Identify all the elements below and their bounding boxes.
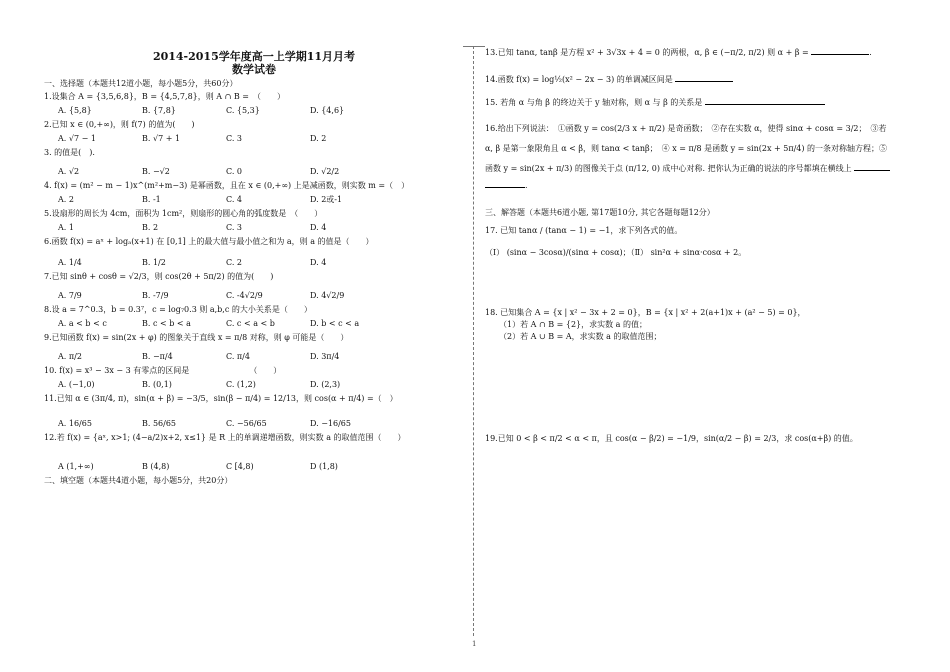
option-1-B: B. {7,8} xyxy=(142,106,176,115)
question-17: 17. 已知 tanα / (tanα − 1) = −1，求下列各式的值。 xyxy=(485,226,683,235)
option-12-A: A (1,+∞) xyxy=(58,462,94,471)
option-9-C: C. π/4 xyxy=(226,352,250,361)
question-14-text: 14.函数 f(x) = log½(x² − 2x − 3) 的单调减区间是 xyxy=(485,75,673,84)
right-column xyxy=(485,46,915,445)
question-15 xyxy=(485,96,915,109)
option-4-C: C. 4 xyxy=(226,195,243,204)
question-4 xyxy=(44,180,464,191)
option-9-A: A. π/2 xyxy=(58,352,82,361)
question-2 xyxy=(44,119,464,130)
option-11-C: C. −56/65 xyxy=(226,419,267,428)
question-3 xyxy=(44,147,464,158)
option-7-A: A. 7/9 xyxy=(58,291,82,300)
option-6-C: C. 2 xyxy=(226,258,243,267)
question-17-parts: （Ⅰ） (sinα − 3cosα)/(sinα + cosα)；（Ⅱ） sin²α + sinα·cosα + 2。 xyxy=(485,248,747,257)
question-18: 18. 已知集合 A = {x | x² − 3x + 2 = 0}，B = {x | x² + 2(a+1)x + (a² − 5) = 0}， xyxy=(485,308,806,317)
option-10-A: A. (−1,0) xyxy=(58,380,95,389)
question-12-stem: 12.若 f(x) = {aˣ, x>1; (4−a/2)x+2, x≤1} 是 R 上的单调递增函数，则实数 a 的取值范围（ ） xyxy=(44,433,406,442)
page-number: 1 xyxy=(472,640,477,648)
option-7-C: C. -4√2/9 xyxy=(226,291,263,300)
question-18-part1: （1）若 A ∩ B = {2}，求实数 a 的值； xyxy=(499,320,647,329)
question-1-stem: 1.设集合 A = {3,5,6,8}，B = {4,5,7,8}，则 A ∩ B = （ ） xyxy=(44,92,285,101)
question-1 xyxy=(44,91,464,102)
option-8-D: D. b < c < a xyxy=(310,319,360,328)
option-2-B: B. √7 + 1 xyxy=(142,134,181,143)
section2-heading: 二、填空题（本题共4道小题，每小题5分，共20分） xyxy=(44,476,233,485)
question-8-options xyxy=(44,318,464,330)
section1-heading: 一、选择题（本题共12道小题，每小题5分，共60分） xyxy=(44,79,238,88)
question-2-options xyxy=(44,133,464,145)
question-11 xyxy=(44,393,464,404)
option-9-B: B. −π/4 xyxy=(142,352,173,361)
option-3-B: B. −√2 xyxy=(142,167,170,176)
question-6 xyxy=(44,236,464,247)
question-9-options xyxy=(44,351,464,363)
question-3-stem: 3. 的值是( ). xyxy=(44,148,95,157)
option-4-A: A. 2 xyxy=(58,195,74,204)
question-5-stem: 5.设扇形的周长为 4cm，面积为 1cm²，则扇形的圆心角的弧度数是 （ ） xyxy=(44,209,323,218)
option-5-C: C. 3 xyxy=(226,223,243,232)
option-12-C: C [4,8) xyxy=(226,462,254,471)
option-2-C: C. 3 xyxy=(226,134,243,143)
option-12-B: B (4,8) xyxy=(142,462,170,471)
exam-title: 2014-2015学年度高一上学期11月月考 xyxy=(152,50,356,63)
option-10-D: D. (2,3) xyxy=(310,380,341,389)
question-5 xyxy=(44,208,464,219)
question-16-tail: . xyxy=(525,181,528,190)
question-12-options xyxy=(44,461,464,473)
question-7 xyxy=(44,271,464,282)
question-7-stem: 7.已知 sinθ + cosθ = √2/3，则 cos(2θ + 5π/2) 的值为( ) xyxy=(44,272,274,281)
option-1-D: D. {4,6} xyxy=(310,106,345,115)
answer-blank-16a xyxy=(854,162,890,171)
question-10-tail: （ ） xyxy=(249,366,282,375)
option-5-D: D. 4 xyxy=(310,223,327,232)
question-12 xyxy=(44,432,464,443)
question-10 xyxy=(44,365,464,376)
question-1-options xyxy=(44,105,464,117)
question-14 xyxy=(485,73,915,86)
question-8-stem: 8.设 a = 7^0.3，b = 0.3⁷，c = log₇0.3 则 a,b,c 的大小关系是（ ） xyxy=(44,305,312,314)
option-2-D: D. 2 xyxy=(310,134,327,143)
option-6-A: A. 1/4 xyxy=(58,258,82,267)
question-2-stem: 2.已知 x ∈ (0,+∞)，则 f(7) 的值为( ) xyxy=(44,120,195,129)
question-8 xyxy=(44,304,464,315)
exam-subtitle: 数学试卷 xyxy=(232,63,276,76)
question-13-text: 13.已知 tanα, tanβ 是方程 x² + 3√3x + 4 = 0 的两根，α, β ∈ (−π/2, π/2) 则 α + β = xyxy=(485,48,809,57)
option-12-D: D (1,8) xyxy=(310,462,338,471)
question-5-options xyxy=(44,222,464,234)
option-8-B: B. c < b < a xyxy=(142,319,191,328)
question-6-stem: 6.函数 f(x) = aˣ + logₐ(x+1) 在 [0,1] 上的最大值与最小值之和为 a，则 a 的值是（ ） xyxy=(44,237,374,246)
question-19: 19.已知 0 < β < π/2 < α < π，且 cos(α − β/2) = −1/9，sin(α/2 − β) = 2/3，求 cos(α+β) 的值。 xyxy=(485,434,858,443)
question-10-stem: 10. f(x) = x³ − 3x − 3 有零点的区间是 xyxy=(44,366,190,375)
question-4-stem: 4. f(x) = (m² − m − 1)x^(m²+m−3) 是幂函数，且在 x ∈ (0,+∞) 上是减函数，则实数 m =（ ） xyxy=(44,181,410,190)
question-16 xyxy=(485,119,915,193)
answer-blank-14 xyxy=(675,73,733,82)
question-11-stem: 11.已知 α ∈ (3π/4, π)，sin(α + β) = −3/5，sin(β − π/4) = 12/13，则 cos(α + π/4) =（ ） xyxy=(44,394,398,403)
question-11-options xyxy=(44,418,464,430)
answer-blank-15 xyxy=(705,96,825,105)
answer-blank-16b xyxy=(485,179,525,188)
option-5-B: B. 2 xyxy=(142,223,159,232)
option-6-B: B. 1/2 xyxy=(142,258,166,267)
option-7-B: B. -7/9 xyxy=(142,291,169,300)
option-11-D: D. −16/65 xyxy=(310,419,351,428)
question-16-line3: 函数 y = sin(2x + π/3) 的图像关于点 (π/12, 0) 成中心对称. 把你认为正确的说法的序号都填在横线上 xyxy=(485,164,852,173)
question-10-options xyxy=(44,379,464,391)
section3-heading: 三、解答题（本题共6道小题, 第17题10分, 其它各题每题12分） xyxy=(485,208,715,217)
option-7-D: D. 4√2/9 xyxy=(310,291,345,300)
question-18-part2: （2）若 A ∪ B = A，求实数 a 的取值范围； xyxy=(499,332,662,341)
question-16-line1: 16.给出下列说法： ①函数 y = cos(2/3 x + π/2) 是奇函数； ②存在实数 α，使得 sinα + cosα = 3/2； ③若 xyxy=(485,124,887,133)
answer-blank-13 xyxy=(811,46,869,55)
option-4-D: D. 2或-1 xyxy=(310,195,343,204)
question-15-text: 15. 若角 α 与角 β 的终边关于 y 轴对称，则 α 与 β 的关系是 xyxy=(485,98,703,107)
divider-top-line xyxy=(463,46,485,47)
question-6-options xyxy=(44,257,464,269)
multiple-choice-list xyxy=(44,91,464,473)
question-7-options xyxy=(44,290,464,302)
option-1-A: A. {5,8} xyxy=(58,106,92,115)
question-13: 13.已知 tanα, tanβ 是方程 x² + 3√3x + 4 = 0 的两根，α, β ∈ (−π/2, π/2) 则 α + β = . xyxy=(485,48,872,57)
option-3-A: A. √2 xyxy=(58,167,80,176)
option-10-C: C. (1,2) xyxy=(226,380,256,389)
option-1-C: C. {5,3} xyxy=(226,106,260,115)
option-8-C: C. c < a < b xyxy=(226,319,275,328)
question-9-stem: 9.已知函数 f(x) = sin(2x + φ) 的图象关于直线 x = π/8 对称，则 φ 可能是（ ） xyxy=(44,333,349,342)
option-10-B: B. (0,1) xyxy=(142,380,172,389)
option-2-A: A. √7 − 1 xyxy=(58,134,96,143)
option-4-B: B. -1 xyxy=(142,195,161,204)
question-16-line2: α, β 是第一象限角且 α < β，则 tanα < tanβ； ④ x = π/8 是函数 y = sin(2x + 5π/4) 的一条对称轴方程；⑤ xyxy=(485,144,888,153)
option-3-C: C. 0 xyxy=(226,167,243,176)
option-8-A: A. a < b < c xyxy=(58,319,107,328)
question-3-options xyxy=(44,166,464,178)
option-11-A: A. 16/65 xyxy=(58,419,92,428)
left-column xyxy=(44,44,464,486)
question-9 xyxy=(44,332,464,343)
column-divider xyxy=(473,46,474,636)
question-4-options xyxy=(44,194,464,206)
option-5-A: A. 1 xyxy=(58,223,74,232)
option-9-D: D. 3π/4 xyxy=(310,352,340,361)
option-3-D: D. √2/2 xyxy=(310,167,340,176)
option-11-B: B. 56/65 xyxy=(142,419,177,428)
option-6-D: D. 4 xyxy=(310,258,327,267)
